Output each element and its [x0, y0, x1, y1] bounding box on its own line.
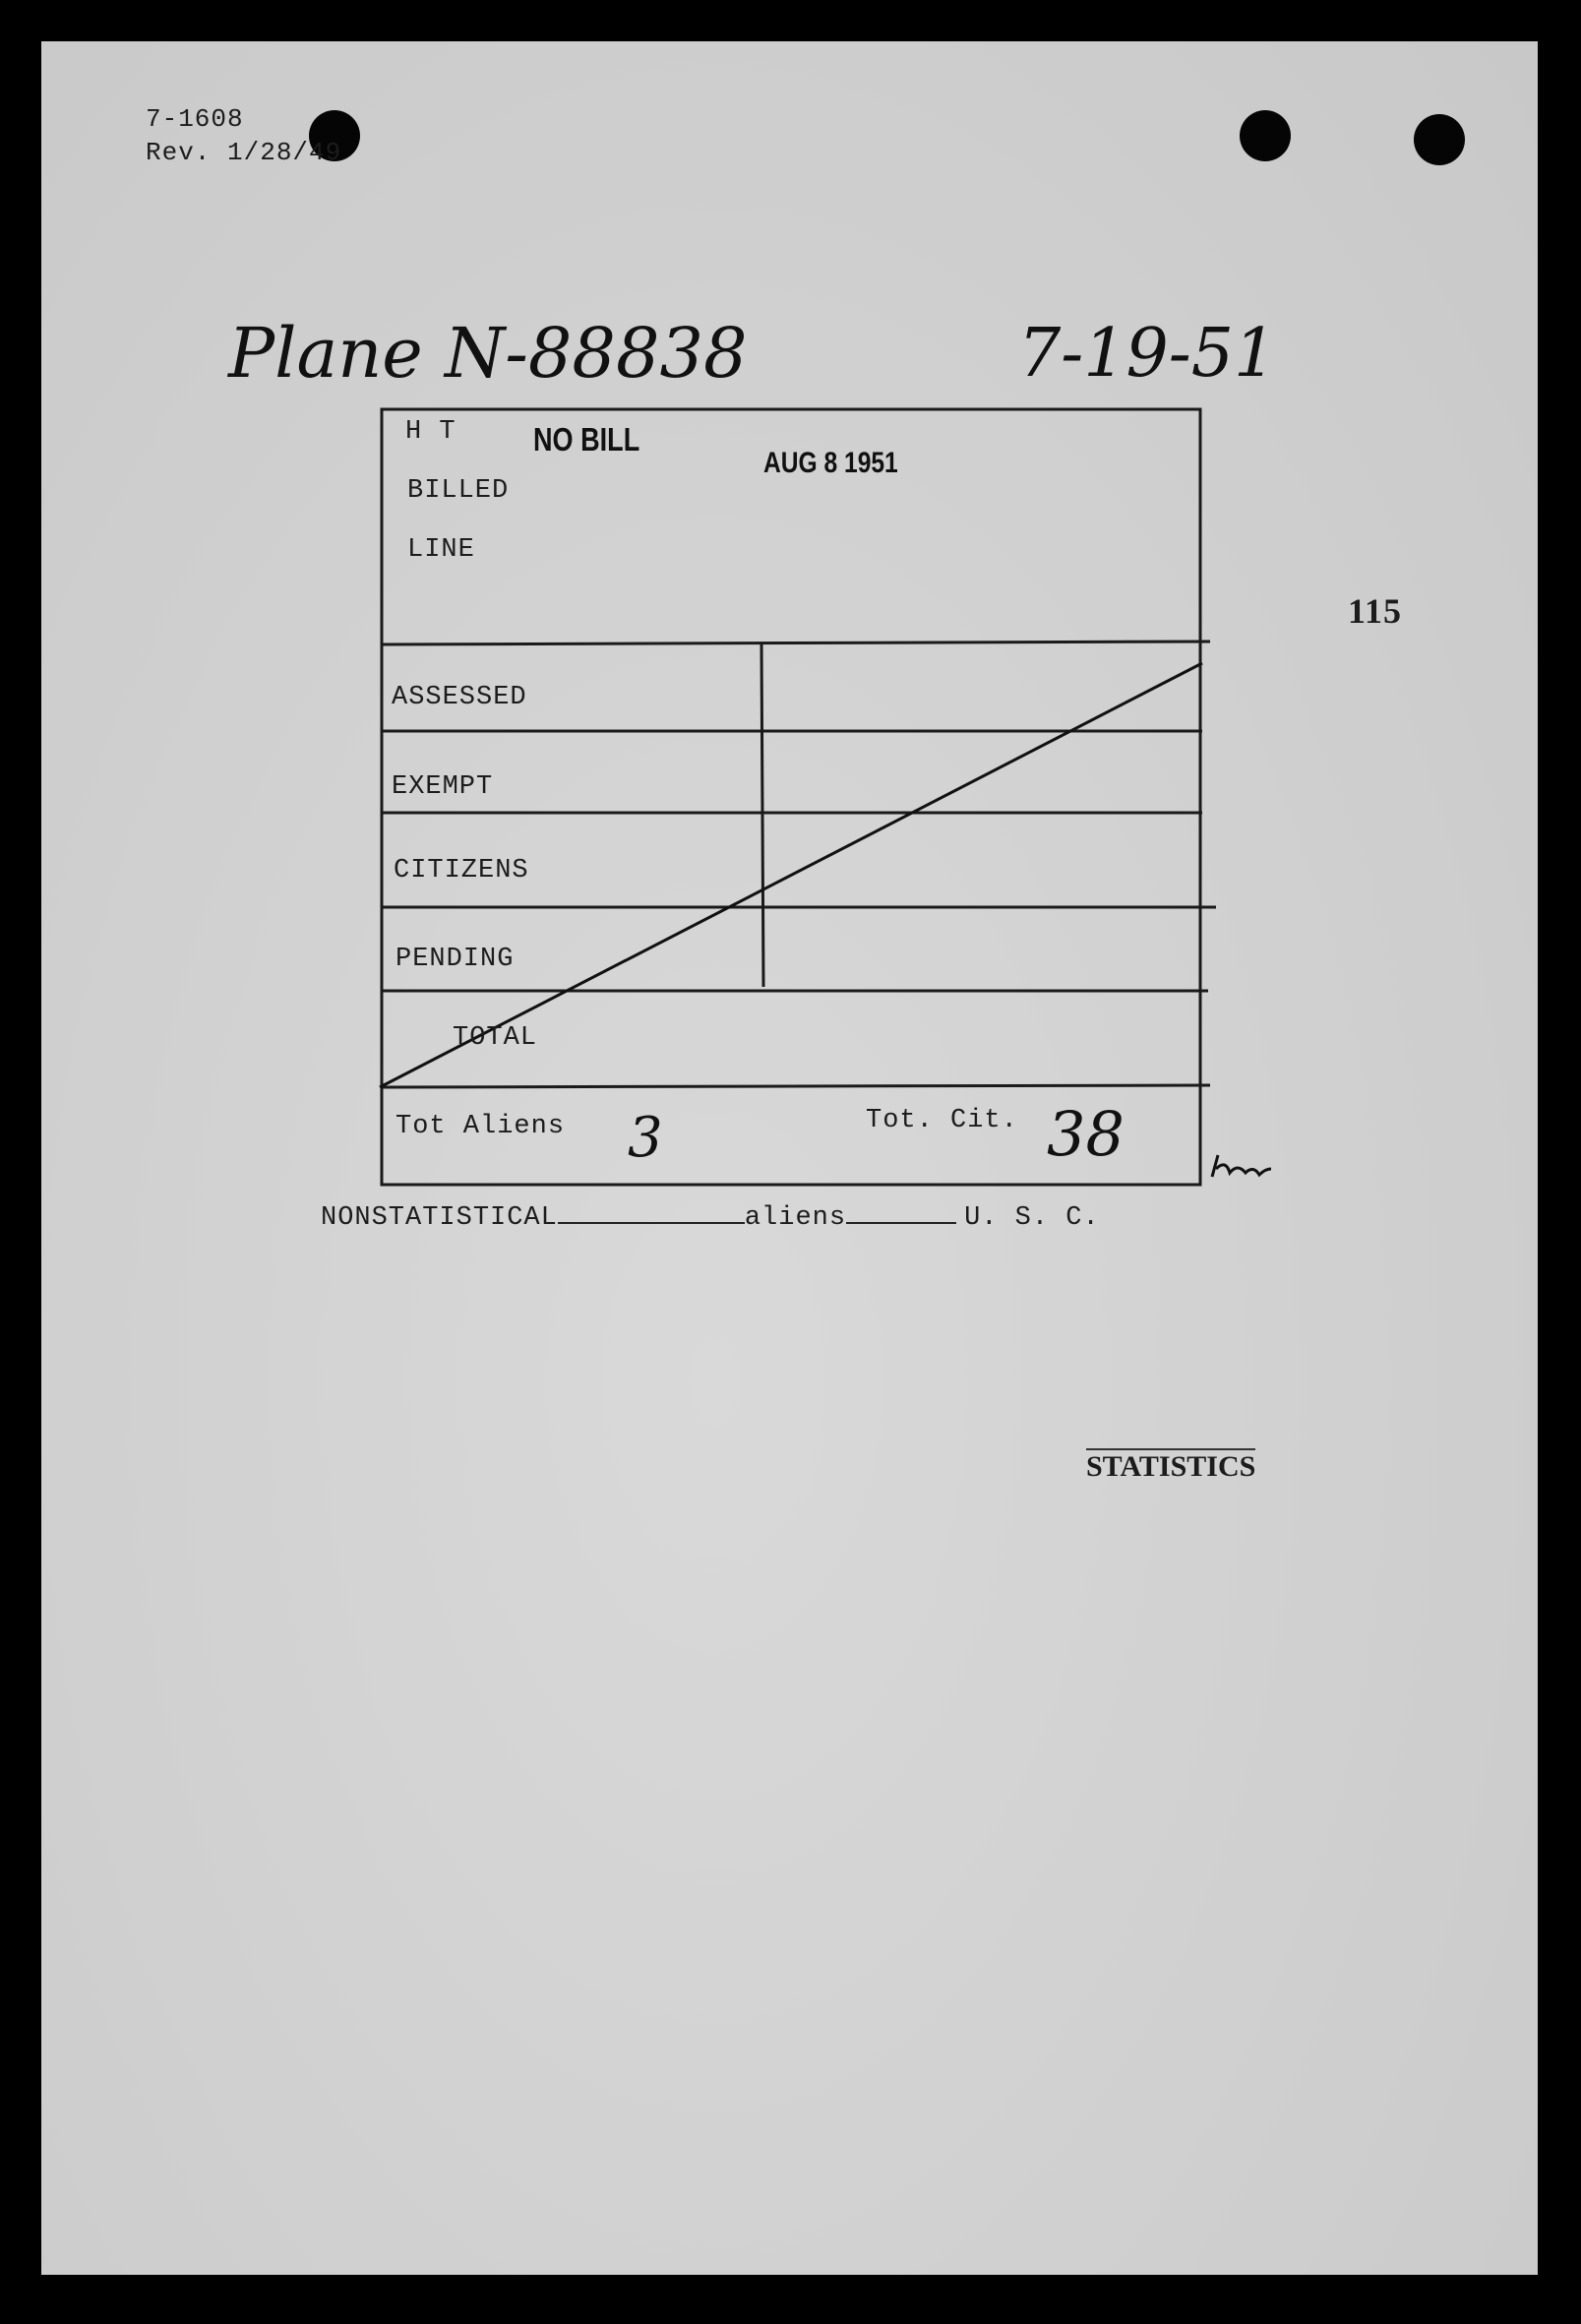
value-tot-aliens: 3 [628, 1106, 663, 1170]
stamp-no-bill: NO BILL [533, 421, 640, 458]
handwritten-plane-number: Plane N-88838 [228, 313, 748, 394]
label-line: LINE [407, 535, 475, 565]
row-label-assessed: ASSESSED [392, 683, 527, 712]
statistics-stamp: STATISTICS [1086, 1450, 1256, 1483]
label-billed: BILLED [407, 476, 510, 506]
row-label-exempt: EXEMPT [392, 772, 494, 802]
value-tot-cit: 38 [1047, 1098, 1125, 1170]
label-tot-cit: Tot. Cit. [866, 1106, 1018, 1135]
label-ht: H T [405, 417, 456, 447]
form-number: 7-1608 [146, 104, 244, 134]
label-usc: U. S. C. [964, 1203, 1100, 1233]
row-label-pending: PENDING [395, 945, 515, 974]
label-nonstatistical: NONSTATISTICAL [321, 1203, 558, 1233]
form-revision: Rev. 1/28/49 [146, 138, 342, 167]
label-aliens: aliens [744, 1203, 847, 1233]
row-label-citizens: CITIZENS [394, 856, 529, 886]
nonstatistical-line [321, 1202, 1100, 1233]
page-number: 115 [1348, 591, 1403, 631]
blank-aliens [846, 1202, 956, 1224]
handwritten-initials [1212, 1155, 1271, 1177]
stamp-date: AUG 8 1951 [763, 447, 898, 479]
blank-nonstatistical [558, 1202, 745, 1224]
label-tot-aliens: Tot Aliens [395, 1112, 566, 1141]
row-label-total: TOTAL [453, 1023, 538, 1053]
handwritten-date: 7-19-51 [1018, 315, 1277, 393]
